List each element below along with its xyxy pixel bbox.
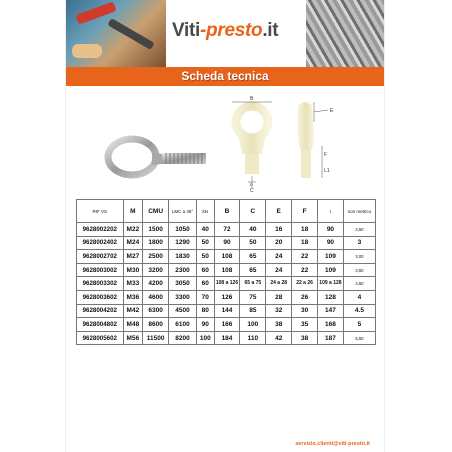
- product-drawings: [66, 92, 384, 198]
- table-cell: 1800: [143, 236, 169, 250]
- col-kn: kN: [196, 200, 214, 223]
- table-cell: M33: [123, 277, 143, 291]
- label-b: B: [250, 96, 254, 102]
- table-cell: M48: [123, 318, 143, 332]
- table-cell: 5,50: [343, 331, 375, 345]
- table-cell: 100: [240, 318, 266, 332]
- table-row: [77, 290, 376, 304]
- datasheet-page: [66, 0, 384, 452]
- table-cell: 5: [343, 318, 375, 332]
- table-cell: 22 a 26: [292, 277, 318, 291]
- col-f: F: [292, 200, 318, 223]
- table-cell: 90: [196, 318, 214, 332]
- table-cell: 18: [292, 236, 318, 250]
- table-cell: 3200: [143, 263, 169, 277]
- table-cell: 128: [318, 290, 344, 304]
- table-cell: 1290: [169, 236, 197, 250]
- table-cell: 30: [292, 304, 318, 318]
- label-l1: L1: [324, 168, 330, 174]
- table-cell: 3,50: [343, 263, 375, 277]
- cell-code: 9628004202: [77, 304, 124, 318]
- cell-code: 9628002702: [77, 250, 124, 264]
- col-lmc: LMC a 45°: [169, 200, 197, 223]
- label-d: D: [250, 182, 253, 187]
- table-cell: 50: [196, 236, 214, 250]
- table-cell: 108: [214, 263, 240, 277]
- table-cell: 109: [318, 250, 344, 264]
- table-cell: 24: [266, 250, 292, 264]
- table-cell: 65: [240, 263, 266, 277]
- table-cell: 20: [266, 236, 292, 250]
- table-row: [77, 304, 376, 318]
- tools-photo: [66, 0, 166, 67]
- table-cell: 72: [214, 223, 240, 237]
- table-cell: M24: [123, 236, 143, 250]
- table-cell: 4200: [143, 277, 169, 291]
- cell-code: 9628002402: [77, 236, 124, 250]
- eye-bolt-photo: [108, 139, 206, 175]
- table-cell: 3300: [169, 290, 197, 304]
- table-cell: 166: [214, 318, 240, 332]
- table-cell: 1500: [143, 223, 169, 237]
- table-cell: 40: [196, 223, 214, 237]
- table-cell: 40: [240, 223, 266, 237]
- cell-code: 9628003002: [77, 263, 124, 277]
- col-e: E: [266, 200, 292, 223]
- table-cell: 110: [240, 331, 266, 345]
- table-cell: 1830: [169, 250, 197, 264]
- table-cell: 187: [318, 331, 344, 345]
- table-row: [77, 277, 376, 291]
- col-m: M: [123, 200, 143, 223]
- table-cell: 42: [266, 331, 292, 345]
- table-cell: 109: [318, 263, 344, 277]
- table-cell: 24: [266, 263, 292, 277]
- table-cell: M36: [123, 290, 143, 304]
- table-cell: M22: [123, 223, 143, 237]
- table-row: [77, 318, 376, 332]
- table-cell: 80: [196, 304, 214, 318]
- table-cell: 65: [240, 250, 266, 264]
- table-cell: 26: [292, 290, 318, 304]
- table-header-row: [77, 200, 376, 223]
- table-cell: M56: [123, 331, 143, 345]
- table-cell: 22: [292, 250, 318, 264]
- table-row: [77, 250, 376, 264]
- spec-table: [76, 199, 376, 345]
- table-cell: M42: [123, 304, 143, 318]
- table-cell: 38: [292, 331, 318, 345]
- table-cell: 3050: [169, 277, 197, 291]
- table-cell: 4600: [143, 290, 169, 304]
- cell-code: 9628002202: [77, 223, 124, 237]
- table-cell: 100: [196, 331, 214, 345]
- header: [66, 0, 384, 67]
- cell-code: 9628003302: [77, 277, 124, 291]
- table-cell: 4.5: [343, 304, 375, 318]
- label-f: F: [324, 152, 328, 158]
- front-view-drawing: [232, 96, 272, 194]
- table-cell: 90: [318, 236, 344, 250]
- table-cell: 50: [196, 250, 214, 264]
- table-cell: 35: [292, 318, 318, 332]
- cell-code: 9628005602: [77, 331, 124, 345]
- table-cell: 38: [266, 318, 292, 332]
- label-c: C: [250, 188, 254, 194]
- table-cell: 168: [318, 318, 344, 332]
- table-cell: 75: [240, 290, 266, 304]
- table-cell: 65 a 75: [240, 277, 266, 291]
- screws-photo: [306, 0, 384, 67]
- cell-code: 9628004802: [77, 318, 124, 332]
- table-cell: 60: [196, 263, 214, 277]
- table-cell: 3,50: [343, 223, 375, 237]
- table-cell: 108 a 126: [214, 277, 240, 291]
- table-cell: M30: [123, 263, 143, 277]
- table-row: [77, 223, 376, 237]
- table-cell: 90: [318, 223, 344, 237]
- table-cell: 22: [292, 263, 318, 277]
- table-cell: 28: [266, 290, 292, 304]
- page-title: Scheda tecnica: [181, 69, 269, 83]
- table-cell: 147: [318, 304, 344, 318]
- table-cell: 24 a 28: [266, 277, 292, 291]
- table-cell: 50: [240, 236, 266, 250]
- side-view-drawing: [298, 102, 334, 178]
- col-b: B: [214, 200, 240, 223]
- table-cell: 11500: [143, 331, 169, 345]
- table-cell: 16: [266, 223, 292, 237]
- table-cell: M27: [123, 250, 143, 264]
- table-cell: 184: [214, 331, 240, 345]
- table-cell: 18: [292, 223, 318, 237]
- table-cell: 2500: [143, 250, 169, 264]
- table-cell: 108: [214, 250, 240, 264]
- col-rif: RIF VS: [77, 200, 124, 223]
- col-i: I: [318, 200, 344, 223]
- table-cell: 32: [266, 304, 292, 318]
- table-cell: 144: [214, 304, 240, 318]
- table-cell: 109 a 128: [318, 277, 344, 291]
- table-row: [77, 236, 376, 250]
- table-cell: 60: [196, 277, 214, 291]
- table-cell: 3,00: [343, 250, 375, 264]
- col-non-metrico: non metrico: [343, 200, 375, 223]
- table-row: [77, 263, 376, 277]
- logo-part1: Viti: [172, 20, 201, 41]
- footer-email[interactable]: servizio.clienti@viti-presto.it: [295, 441, 370, 447]
- table-cell: 3: [343, 236, 375, 250]
- label-e: E: [330, 108, 334, 114]
- table-cell: 2300: [169, 263, 197, 277]
- col-c: C: [240, 200, 266, 223]
- table-cell: 1050: [169, 223, 197, 237]
- logo-part2: -presto: [200, 20, 263, 41]
- table-cell: 126: [214, 290, 240, 304]
- table-cell: 6100: [169, 318, 197, 332]
- table-row: [77, 331, 376, 345]
- col-cmu: CMU: [143, 200, 169, 223]
- table-cell: 8600: [143, 318, 169, 332]
- table-cell: 90: [214, 236, 240, 250]
- cell-code: 9628003602: [77, 290, 124, 304]
- table-cell: 4: [343, 290, 375, 304]
- table-cell: 4500: [169, 304, 197, 318]
- brand-logo[interactable]: [172, 20, 278, 42]
- table-cell: 3,50: [343, 277, 375, 291]
- table-cell: 6300: [143, 304, 169, 318]
- table-cell: 70: [196, 290, 214, 304]
- title-band: [66, 67, 384, 86]
- table-cell: 8200: [169, 331, 197, 345]
- logo-part3: .it: [262, 20, 279, 41]
- table-cell: 85: [240, 304, 266, 318]
